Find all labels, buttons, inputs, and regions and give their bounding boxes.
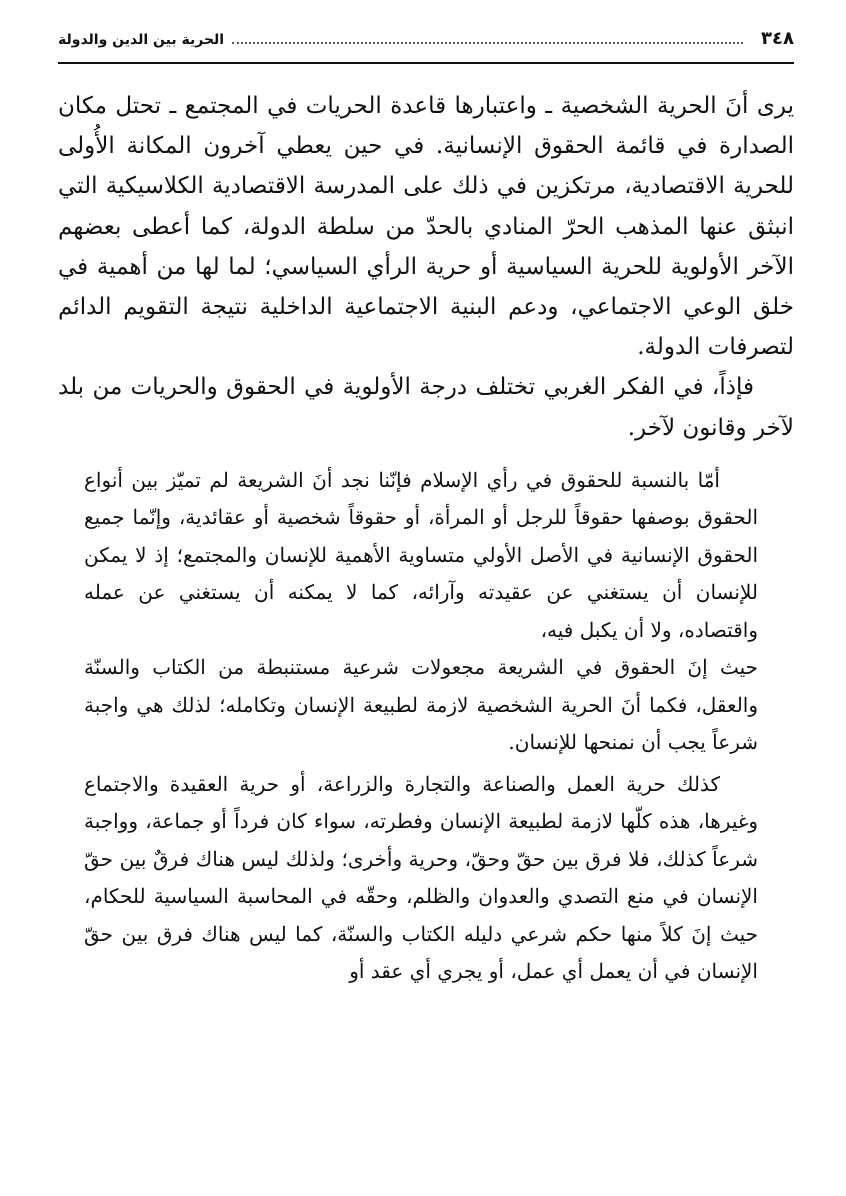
body-paragraph: فإذاً، في الفكر الغربي تختلف درجة الأولوية في الحقوق والحريات من بلد لآخر وقانون لآخر. bbox=[58, 374, 794, 441]
main-text bbox=[58, 86, 794, 448]
quote-paragraph: كذلك حرية العمل والصناعة والتجارة والزراعة، أو حرية العقيدة والاجتماع وغيرها، هذه كلّها لازمة لطبيعة الإنسان وفطرته، سواء كان فرداً أو جماعة، وواجبة شرعاً كذلك، فلا فرق بين حقّ وحقّ، وحرية وأخرى؛ ولذلك ليس هناك فرقٌ بين حقّ الإنسان في منع التصدي والعدوان والظلم، وحقّه في المحاسبة السياسية للحكام، حيث إنَ كلاً منها حكم شرعي دليله الكتاب والسنّة، كما ليس هناك فرق بين حقّ الإنسان في أن يعمل أي عمل، أو يجري أي عقد أو bbox=[84, 771, 758, 984]
leader-dots bbox=[232, 30, 743, 44]
quote-paragraph: حيث إنَ الحقوق في الشريعة مجعولات شرعية مستنبطة من الكتاب والسنّة والعقل، فكما أنَ الحرية الشخصية لازمة لطبيعة الإنسان وتكامله؛ لذلك هي واجبة شرعاً يجب أن نمنحها للإنسان. bbox=[84, 655, 758, 755]
quote-paragraph: أمّا بالنسبة للحقوق في رأي الإسلام فإنّنا نجد أنَ الشريعة لم تميّز بين أنواع الحقوق بوصفها حقوقاً للرجل أو المرأة، أو حقوقاً شخصية أو عقائدية، وإنّما جميع الحقوق الإنسانية في الأصل الأولي متساوية الأهمية للإنسان والمجتمع؛ إذ لا يمكن للإنسان أن يستغني عن عقيدته وآرائه، كما لا يمكنه أن يستغني عن عمله واقتصاده، ولا أن يكبل فيه، bbox=[84, 467, 758, 642]
body-paragraph: يرى أنَ الحرية الشخصية ـ واعتبارها قاعدة الحريات في المجتمع ـ تحتل مكان الصدارة في قائمة الحقوق الإنسانية. في حين يعطي آخرون المكانة الأُولى للحرية الاقتصادية، مرتكزين في ذلك على المدرسة الاقتصادية الكلاسيكية التي انبثق عنها المذهب الحرّ المنادي بالحدّ من سلطة الدولة، كما أعطى بعضهم الآخر الأولوية للحرية السياسية أو حرية الرأي السياسي؛ لما لها من أهمية في خلق الوعي الاجتماعي، ودعم البنية الاجتماعية الداخلية نتيجة التقويم الدائم لتصرفات الدولة. bbox=[58, 93, 794, 361]
running-header bbox=[58, 28, 794, 64]
running-title: الحرية بين الدين والدولة bbox=[58, 32, 225, 48]
book-page bbox=[58, 28, 794, 1178]
page-number: ٣٤٨ bbox=[761, 28, 794, 49]
indented-quote bbox=[84, 462, 758, 991]
